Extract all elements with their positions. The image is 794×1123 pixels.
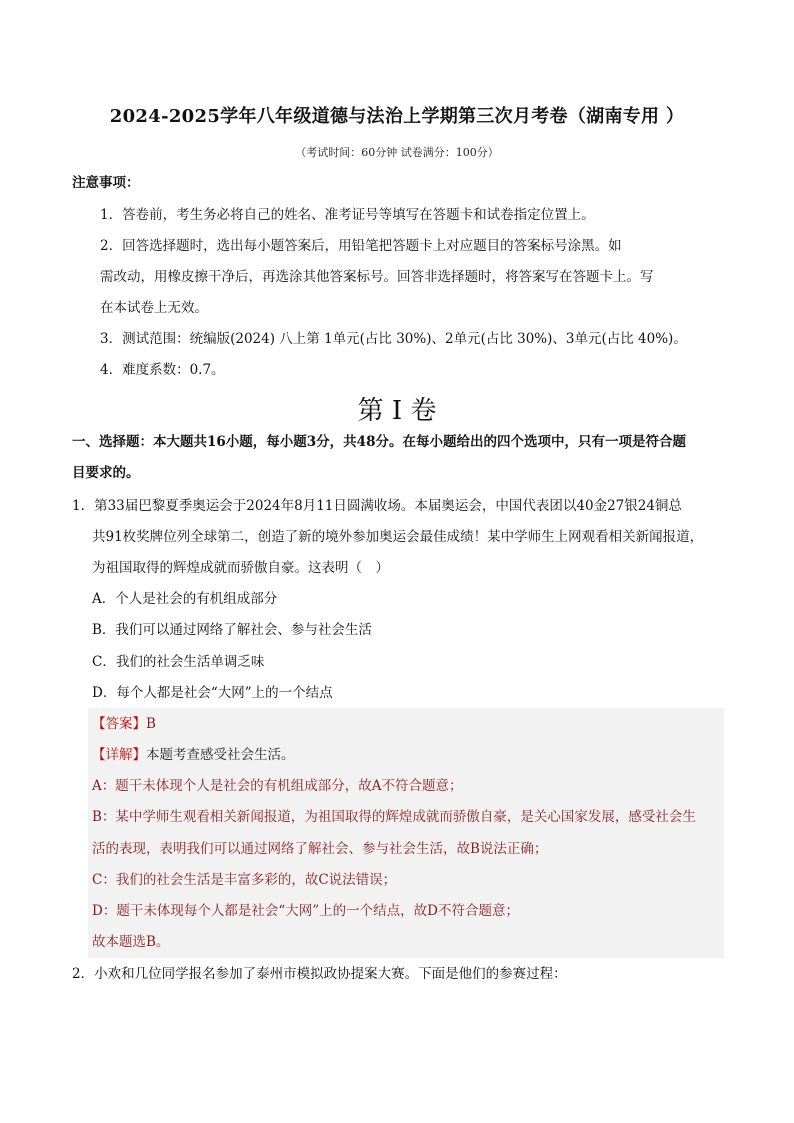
option-c: C．我们的社会生活单调乏味 — [92, 654, 265, 670]
note-item: 3．测试范围：统编版(2024) 八上第 1单元(占比 30%)、2单元(占比 30%)、3单元(占比 40%)。 — [100, 331, 687, 347]
section-instruction: 目要求的。 — [72, 465, 140, 481]
answer-row — [92, 715, 156, 733]
option-b: B．我们可以通过网络了解社会、参与社会生活 — [92, 622, 372, 638]
detail-text: 本题考查感受社会生活。 — [146, 747, 295, 763]
exam-subtitle: （考试时间：60分钟 试卷满分：100分） — [295, 146, 499, 159]
exam-title: 2024-2025学年八年级道德与法治上学期第三次月考卷（湖南专用 ） — [109, 106, 685, 127]
note-item: 1．答卷前，考生务必将自己的姓名、准考证号等填写在答题卡和试卷指定位置上。 — [100, 207, 595, 223]
answer-label: 【答案】 — [92, 716, 146, 732]
question-1-stem: 共91枚奖牌位列全球第二，创造了新的境外参加奥运会最佳成绩！某中学师生上网观看相关新闻报道， — [92, 529, 704, 545]
explanation-line: B：某中学师生观看相关新闻报道，为祖国取得的辉煌成就而骄傲自豪，是关心国家发展，感受社会生 — [92, 809, 696, 825]
question-1-stem: 1．第33届巴黎夏季奥运会于2024年8月11日圆满收场。本届奥运会，中国代表团以40金27银24铜总 — [72, 498, 682, 514]
detail-label: 【详解】 — [92, 747, 146, 763]
explanation-line: A：题干未体现个人是社会的有机组成部分，故A不符合题意； — [92, 778, 463, 794]
note-item: 需改动，用橡皮擦干净后，再选涂其他答案标号。回答非选择题时，将答案写在答题卡上。写 — [100, 269, 654, 285]
explanation-line: C：我们的社会生活是丰富多彩的，故C说法错误； — [92, 872, 397, 888]
section-instruction: 一、选择题：本大题共16小题，每小题3分，共48分。在每小题给出的四个选项中，只有一项是符合题 — [72, 434, 686, 450]
note-item: 2．回答选择题时，选出每小题答案后，用铅笔把答题卡上对应题目的答案标号涂黑。如 — [100, 238, 622, 254]
option-a: A．个人是社会的有机组成部分 — [92, 591, 278, 607]
section-heading: 第 I 卷 — [357, 396, 437, 426]
option-d: D．每个人都是社会“大网”上的一个结点 — [92, 685, 333, 701]
question-2-stem: 2．小欢和几位同学报名参加了泰州市模拟政协提案大赛。下面是他们的参赛过程： — [72, 966, 567, 982]
conclusion-line: 故本题选B。 — [92, 934, 170, 950]
notes-heading: 注意事项： — [72, 175, 140, 191]
explanation-line: 活的表现，表明我们可以通过网络了解社会、参与社会生活，故B说法正确； — [92, 841, 548, 857]
question-1-stem: 为祖国取得的辉煌成就而骄傲自豪。这表明（ ） — [92, 560, 389, 576]
note-item: 4．难度系数：0.7。 — [100, 362, 225, 378]
detail-row — [92, 746, 295, 764]
answer-value: B — [146, 716, 156, 732]
explanation-line: D：题干未体现每个人都是社会“大网”上的一个结点，故D不符合题意； — [92, 903, 519, 919]
note-item: 在本试卷上无效。 — [100, 300, 208, 316]
